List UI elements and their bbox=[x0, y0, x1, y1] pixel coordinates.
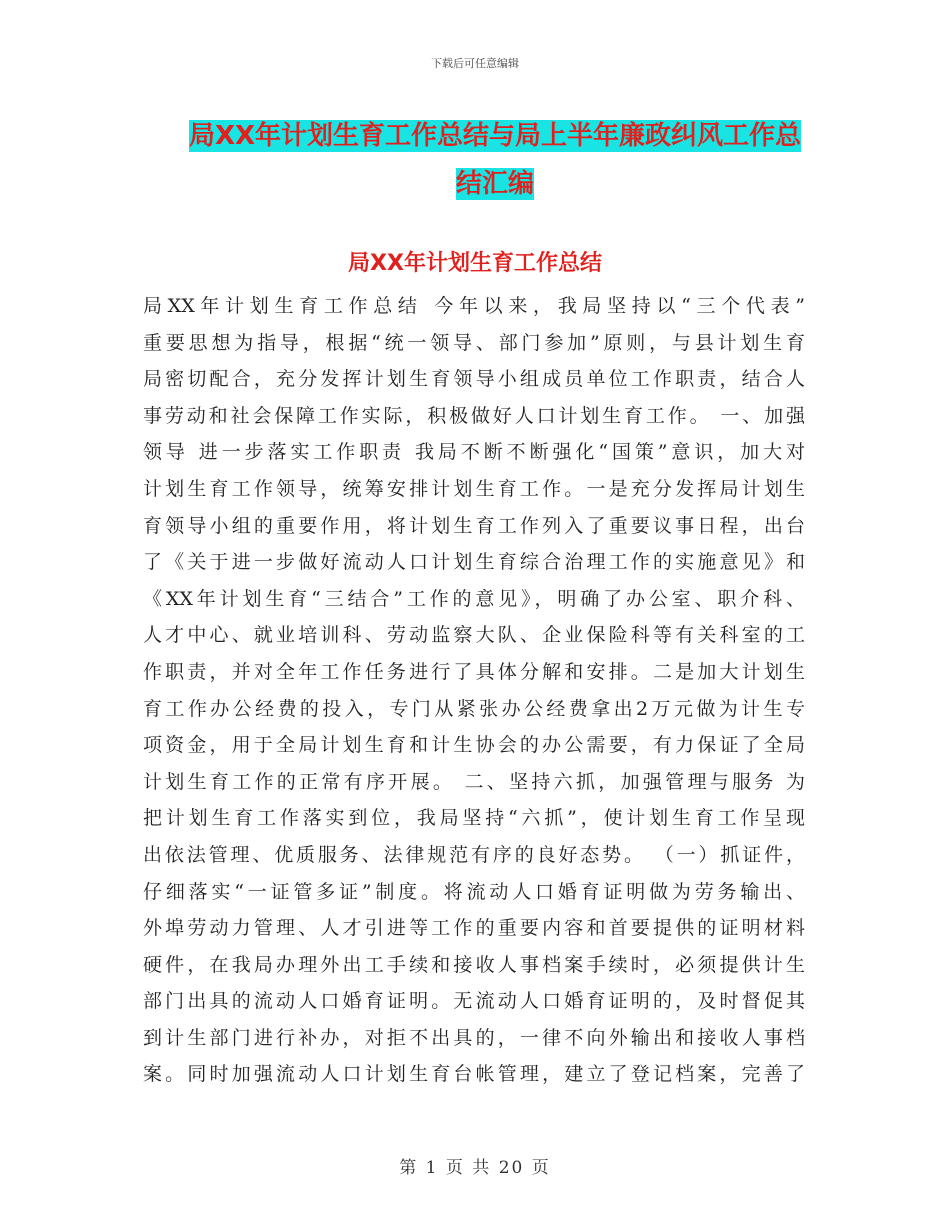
body-line: 案。同时加强流动人口计划生育台帐管理，建立了登记档案，完善了 bbox=[143, 1063, 805, 1086]
body-line: 硬件，在我局办理外出工手续和接收人事档案手续时，必须提供计生 bbox=[143, 953, 805, 976]
section-title: 局XX年计划生育工作总结 bbox=[348, 251, 602, 276]
body-line: 计划生育工作的正常有序开展。 二、坚持六抓，加强管理与服务 为 bbox=[143, 770, 805, 793]
document-title-line-2: 结汇编 bbox=[455, 169, 534, 199]
body-line: 外埠劳动力管理、人才引进等工作的重要内容和首要提供的证明材料 bbox=[143, 917, 805, 940]
body-line: 部门出具的流动人口婚育证明。无流动人口婚育证明的，及时督促其 bbox=[143, 990, 805, 1013]
body-line: 出依法管理、优质服务、法律规范有序的良好态势。 （一）抓证件， bbox=[143, 843, 805, 866]
body-line: 项资金，用于全局计划生育和计生协会的办公需要，有力保证了全局 bbox=[143, 734, 805, 757]
body-line: 了《关于进一步做好流动人口计划生育综合治理工作的实施意见》和 bbox=[143, 551, 805, 574]
body-line: 重要思想为指导，根据“统一领导、部门参加”原则，与县计划生育 bbox=[143, 331, 805, 354]
document-title-line-1: 局XX年计划生育工作总结与局上半年廉政纠风工作总 bbox=[188, 121, 802, 151]
body-line: 作职责，并对全年工作任务进行了具体分解和安排。二是加大计划生 bbox=[143, 660, 805, 683]
body-line: 育工作办公经费的投入，专门从紧张办公经费拿出2万元做为计生专 bbox=[143, 697, 805, 720]
page-footer: 第 1 页 共 20 页 bbox=[399, 1158, 551, 1178]
body-line: 育领导小组的重要作用，将计划生育工作列入了重要议事日程，出台 bbox=[143, 514, 805, 537]
body-line: 到计生部门进行补办，对拒不出具的，一律不向外输出和接收人事档 bbox=[143, 1026, 805, 1049]
header-note: 下载后可任意编辑 bbox=[431, 57, 519, 70]
body-line: 领导 进一步落实工作职责 我局不断不断强化“国策”意识，加大对 bbox=[143, 441, 805, 464]
body-line: 把计划生育工作落实到位，我局坚持“六抓”，使计划生育工作呈现 bbox=[143, 807, 805, 830]
body-line: 人才中心、就业培训科、劳动监察大队、企业保险科等有关科室的工 bbox=[143, 624, 805, 647]
document-title bbox=[145, 112, 845, 208]
body-line: 事劳动和社会保障工作实际，积极做好人口计划生育工作。 一、加强 bbox=[143, 404, 805, 427]
body-line: 仔细落实“一证管多证”制度。将流动人口婚育证明做为劳务输出、 bbox=[143, 880, 805, 903]
body-line: 《XX年计划生育“三结合”工作的意见》，明确了办公室、职介科、 bbox=[143, 587, 805, 610]
body-line: 计划生育工作领导，统筹安排计划生育工作。一是充分发挥局计划生 bbox=[143, 477, 805, 500]
body-line: 局XX年计划生育工作总结 今年以来，我局坚持以“三个代表” bbox=[143, 295, 805, 317]
body-text bbox=[143, 288, 805, 1093]
body-line: 局密切配合，充分发挥计划生育领导小组成员单位工作职责，结合人 bbox=[143, 368, 805, 391]
